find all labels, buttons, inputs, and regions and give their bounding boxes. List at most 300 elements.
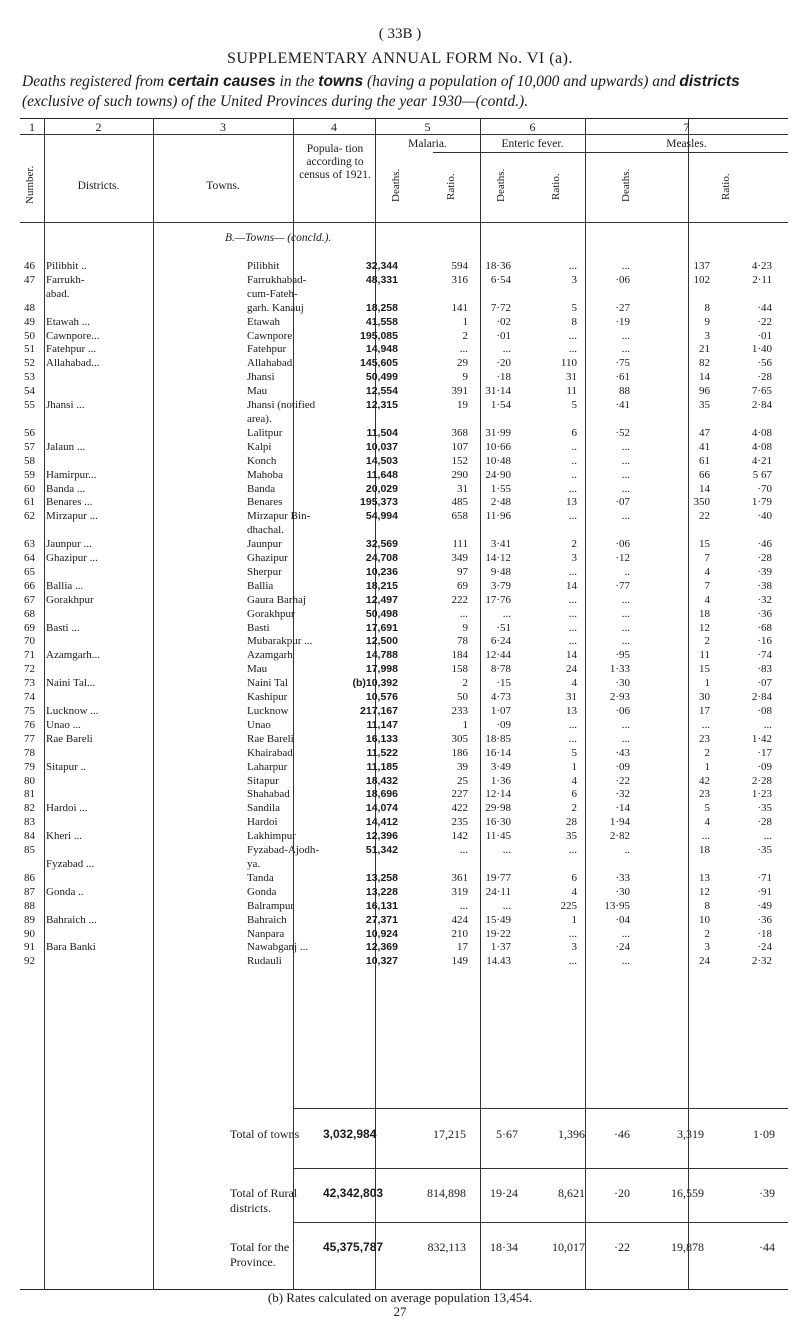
population: 10,236 [365,565,398,578]
measles-deaths: 10 [699,913,710,926]
measles-deaths: 41 [699,440,710,453]
enteric-ratio: ·06 [615,705,630,717]
enteric-ratio: ... [621,621,630,634]
measles-ratio: ·38 [757,579,772,592]
enteric-ratio: .. [624,844,630,857]
malaria-deaths: 158 [451,663,468,676]
table-row [20,608,788,622]
malaria-ratio: 3·49 [490,760,511,773]
malaria-ratio: ·20 [496,357,511,370]
row-number: 59 [24,468,35,481]
measles-deaths: 3 [704,329,710,342]
measles-ratio: 4·23 [751,260,772,272]
enteric-deaths: 4 [571,885,577,898]
measles-deaths: 11 [699,649,710,662]
population: 48,331 [365,273,398,286]
district-name: Kheri ... [46,830,83,843]
measles-ratio: ·22 [757,315,772,328]
malaria-ratio: 29·98 [485,802,511,815]
measles-ratio: ·44 [757,301,772,314]
malaria-deaths: 290 [451,468,468,481]
measles-deaths: 30 [699,691,710,704]
col-num: 5 [424,120,431,134]
malaria-deaths: 316 [451,273,468,286]
row-number: 80 [24,774,35,787]
measles-ratio: 1·23 [751,788,772,801]
row-number: 62 [24,510,35,523]
district-name: Pilibhit .. [46,260,87,272]
header-malaria: Malaria. [408,138,447,150]
malaria-deaths: 9 [462,621,468,634]
malaria-deaths: ... [459,607,468,620]
measles-ratio: 4·21 [751,454,772,467]
enteric-deaths: ... [568,482,577,495]
enteric-ratio: ·22 [615,774,630,787]
measles-ratio: ·39 [757,565,772,578]
table-row [20,719,788,733]
total-measles-ratio: ·44 [759,1240,775,1254]
town-name: Pilibhit [247,260,280,272]
population: 195,373 [360,496,398,509]
malaria-ratio: 8·78 [490,663,511,676]
measles-deaths: 15 [699,538,710,551]
measles-ratio: ·40 [757,510,772,523]
malaria-deaths: 233 [451,705,468,717]
row-number: 74 [24,691,35,704]
enteric-deaths: ... [568,718,577,731]
population: (b)10,392 [352,677,398,690]
measles-ratio: ·56 [757,357,772,370]
town-name: Mau [247,385,268,398]
population: 20,029 [365,482,398,495]
total-label: Total of towns [230,1127,300,1141]
town-name: Farrukhabad- [247,273,307,286]
population: 18,258 [365,301,398,314]
enteric-deaths: ... [568,732,577,745]
measles-deaths: 14 [699,482,710,495]
malaria-deaths: ... [459,899,468,912]
row-number: 72 [24,663,35,676]
table-row [20,371,788,385]
measles-deaths: 24 [699,955,710,968]
header-deaths: Deaths. [620,168,632,202]
row-number: 66 [24,579,35,592]
district-name: Gonda .. [46,885,84,898]
measles-deaths: 18 [699,607,710,620]
town-name: Fyzabad-Ajodh- [247,844,320,857]
malaria-ratio: 4·73 [490,691,511,704]
town-name: Balrampur [247,899,295,912]
row-number: 67 [24,593,35,606]
town-name: Naini Tal [247,677,288,690]
malaria-deaths: 222 [451,593,468,606]
measles-deaths: 15 [699,663,710,676]
malaria-ratio: 19·22 [485,927,511,940]
malaria-deaths: ... [459,343,468,356]
table-row [20,343,788,357]
population: 11,648 [366,468,398,481]
town-name: Khairabad [247,746,293,759]
col-num: 6 [529,120,536,134]
town-name: Gonda [247,885,277,898]
measles-deaths: 12 [699,621,710,634]
population: 24,708 [365,552,398,565]
total-enteric-ratio: ·22 [614,1240,630,1254]
enteric-deaths: 2 [571,802,577,815]
page-number: ( 33B ) [378,26,422,42]
malaria-deaths: 107 [451,440,468,453]
table-row [20,747,788,761]
row-number: 49 [24,315,35,328]
row-number: 52 [24,357,35,370]
enteric-ratio: ... [621,955,630,968]
malaria-ratio: 6·24 [490,635,511,648]
table-row [20,705,788,719]
population: 12,369 [365,941,398,954]
town-name: Basti [247,621,270,634]
measles-deaths: 35 [699,399,710,412]
table-row [20,691,788,705]
town-name: dhachal. [247,524,284,537]
footnote: (b) Rates calculated on average population 13,454. [267,1290,533,1305]
enteric-ratio: ... [621,607,630,620]
malaria-deaths: 9 [462,371,468,384]
enteric-deaths: 13 [566,705,577,717]
enteric-deaths: ... [568,607,577,620]
measles-ratio: ... [763,718,772,731]
table-body [20,260,788,969]
malaria-deaths: 319 [451,885,468,898]
row-number: 51 [24,343,35,356]
row-number: 65 [24,565,35,578]
district-name: Basti ... [46,621,80,634]
measles-deaths: 102 [693,273,710,286]
enteric-ratio: ·77 [615,579,630,592]
town-name: Rae Bareli [247,732,294,745]
measles-deaths: 82 [699,357,710,370]
form-title: SUPPLEMENTARY ANNUAL FORM No. VI (a). [227,50,573,67]
enteric-ratio: 1·33 [609,663,630,676]
malaria-ratio: 9·48 [490,565,511,578]
row-number: 64 [24,552,35,565]
row-number: 57 [24,440,35,453]
total-label: Total of Rural districts. [230,1186,298,1215]
table-row [20,580,788,594]
district-name: abad. [46,287,70,300]
malaria-ratio: ·09 [496,718,511,731]
measles-deaths: 13 [699,871,710,884]
enteric-ratio: ·30 [615,677,630,690]
measles-deaths: 2 [704,746,710,759]
malaria-ratio: ·01 [496,329,511,342]
total-measles-deaths: 16,559 [671,1186,704,1200]
header-measles: Measles. [666,138,707,150]
malaria-deaths: 39 [457,760,468,773]
malaria-ratio: 15·49 [485,913,511,926]
enteric-ratio: .. [624,565,630,578]
malaria-deaths: 368 [451,426,468,439]
measles-ratio: 2·84 [751,691,772,704]
enteric-ratio: ... [621,260,630,272]
measles-ratio: ·36 [757,607,772,620]
measles-ratio: ·35 [757,844,772,857]
table-row [20,316,788,330]
table-row [20,928,788,942]
town-name: Nawabganj ... [247,941,309,954]
population: 12,554 [365,385,398,398]
row-number: 88 [24,899,35,912]
table-row [20,886,788,900]
header-ratio: Ratio. [550,173,562,201]
population: 27,371 [365,913,398,926]
measles-ratio: ·28 [757,371,772,384]
population: 54,994 [365,510,398,523]
table-row [20,761,788,775]
total-measles-ratio: ·39 [759,1186,775,1200]
town-name: Unao [247,718,271,731]
table-row [20,830,788,844]
malaria-deaths: 235 [451,816,468,829]
malaria-deaths: 29 [457,357,468,370]
enteric-ratio: ·43 [615,746,630,759]
malaria-deaths: 658 [451,510,468,523]
district-name: Gorakhpur [46,593,94,606]
town-name: Jhansi (notified [247,399,316,412]
enteric-ratio: 1·94 [609,816,630,829]
malaria-ratio: 31·14 [485,385,511,398]
enteric-deaths: 4 [571,677,577,690]
header-towns: Towns. [206,180,240,192]
header-deaths: Deaths. [495,168,507,202]
town-name: Kalpi [247,440,272,453]
town-name: Lucknow [247,705,289,717]
table-row [20,427,788,441]
table-row [20,802,788,816]
measles-deaths: 1 [704,677,710,690]
town-name: Jaunpur [247,538,282,551]
measles-ratio: ·07 [757,677,772,690]
measles-deaths: 3 [704,941,710,954]
malaria-ratio: 24·11 [485,885,511,898]
enteric-ratio: ·75 [615,357,630,370]
total-label: Total for the Province. [230,1240,290,1269]
enteric-deaths: .. [571,440,577,453]
enteric-deaths: 35 [566,830,577,843]
district-name: Hamirpur... [46,468,97,481]
malaria-deaths: 78 [457,635,468,648]
town-name: Lalitpur [247,426,283,439]
district-name: Jalaun ... [46,440,86,453]
measles-deaths: 2 [704,927,710,940]
measles-ratio: ·28 [757,552,772,565]
table-row [20,622,788,636]
table-row [20,955,788,969]
town-name: Bahraich [247,913,287,926]
table-row [20,538,788,552]
measles-ratio: 4·08 [751,426,772,439]
malaria-ratio: 6·54 [490,273,511,286]
table-row [20,483,788,497]
col-num: 2 [95,120,102,134]
town-name: Ghazipur [247,552,288,565]
enteric-deaths: 3 [571,941,577,954]
population: 10,327 [365,955,398,968]
district-name: Ghazipur ... [46,552,98,565]
malaria-deaths: 186 [451,746,468,759]
enteric-ratio: ... [621,482,630,495]
district-name: Allahabad... [46,357,100,370]
measles-deaths: 8 [704,899,710,912]
table-row [20,941,788,955]
enteric-deaths: .. [571,454,577,467]
table-row [20,844,788,858]
row-number: 63 [24,538,35,551]
population: 10,576 [365,691,398,704]
measles-ratio: ·01 [757,329,772,342]
measles-ratio: ·16 [757,635,772,648]
measles-deaths: 137 [693,260,710,272]
enteric-ratio: ·09 [615,760,630,773]
table-row [20,649,788,663]
town-name: Nanpara [247,927,285,940]
measles-deaths: ... [701,830,710,843]
row-number: 71 [24,649,35,662]
malaria-ratio: 16·30 [485,816,511,829]
table-row [20,441,788,455]
total-population: 42,342,803 [323,1186,384,1200]
measles-deaths: 96 [699,385,710,398]
malaria-ratio: 31·99 [485,426,511,439]
enteric-deaths: 11 [566,385,577,398]
enteric-deaths: 8 [571,315,577,328]
population: 14,412 [365,816,398,829]
enteric-deaths: ... [568,510,577,523]
population: 12,500 [365,635,398,648]
population: 18,215 [365,579,398,592]
district-name: Bara Banki [46,941,96,954]
table-row [20,566,788,580]
malaria-deaths: 391 [451,385,468,398]
town-name: Rudauli [247,955,282,968]
malaria-ratio: 1·55 [490,482,511,495]
total-malaria-ratio: 19·24 [490,1186,518,1200]
town-name: area). [247,412,272,425]
measles-deaths: 14 [699,371,710,384]
malaria-deaths: 2 [462,677,468,690]
malaria-deaths: 1 [462,315,468,328]
measles-deaths: 42 [699,774,710,787]
total-measles-deaths: 3,319 [677,1127,704,1141]
enteric-ratio: ... [621,343,630,356]
enteric-ratio: ·61 [615,371,630,384]
town-name: Mirzapur Bin- [247,510,311,523]
town-name: Ballia [247,579,274,592]
enteric-ratio: ·41 [615,399,630,412]
malaria-ratio: 18·85 [485,732,511,745]
malaria-deaths: 305 [451,732,468,745]
population: 16,131 [365,899,398,912]
total-malaria-deaths: 814,898 [427,1186,466,1200]
enteric-ratio: ... [621,329,630,342]
measles-ratio: 7·65 [751,385,772,398]
population: 32,569 [365,538,398,551]
enteric-deaths: ... [568,565,577,578]
measles-ratio: ·71 [757,871,772,884]
enteric-deaths: 5 [571,399,577,412]
table-row [20,914,788,928]
enteric-deaths: 14 [566,579,577,592]
malaria-deaths: 210 [451,927,468,940]
population: 10,037 [365,440,398,453]
measles-deaths: 21 [699,343,710,356]
header-rule [433,152,788,153]
enteric-deaths: 24 [566,663,577,676]
table-row [20,260,788,274]
measles-deaths: 350 [693,496,710,509]
population: 18,432 [365,774,398,787]
measles-ratio: ·17 [757,746,772,759]
enteric-deaths: ... [568,329,577,342]
town-name: Banda [247,482,276,495]
malaria-ratio: ·51 [496,621,511,634]
malaria-deaths: 485 [451,496,468,509]
table-row [20,455,788,469]
district-name: Azamgarh... [46,649,101,662]
enteric-deaths: 2 [571,538,577,551]
enteric-deaths: 110 [560,357,577,370]
town-name: Sitapur [247,774,279,787]
enteric-ratio: ... [621,635,630,648]
town-name: Tanda [247,871,274,884]
row-number: 75 [24,705,35,717]
col-num: 1 [29,120,35,134]
malaria-ratio: 7·72 [490,301,511,314]
table-row [20,775,788,789]
population: 17,998 [365,663,398,676]
table-row [20,302,788,316]
population: 14,503 [365,454,398,467]
population: 18,696 [365,788,398,801]
total-enteric-deaths: 10,017 [552,1240,585,1254]
row-number: 53 [24,371,35,384]
row-number: 78 [24,746,35,759]
town-name: Gorakhpur [247,607,295,620]
measles-deaths: 5 [704,802,710,815]
malaria-ratio: 11·96 [485,510,511,523]
row-number: 86 [24,871,35,884]
header-districts: Districts. [77,180,120,192]
measles-deaths: 7 [704,579,710,592]
enteric-ratio: 2·93 [609,691,630,704]
malaria-ratio: ... [502,343,511,356]
malaria-ratio: ·02 [496,315,511,328]
row-number: 58 [24,454,35,467]
enteric-ratio: ·30 [615,885,630,898]
district-name: Etawah ... [46,315,90,328]
malaria-deaths: 50 [457,691,468,704]
table-row [20,413,788,427]
enteric-deaths: .. [571,468,577,481]
malaria-deaths: 31 [457,482,468,495]
measles-ratio: ·91 [757,885,772,898]
measles-deaths: 47 [699,426,710,439]
row-number: 85 [24,844,35,857]
row-number: 82 [24,802,35,815]
col-num: 3 [220,120,226,134]
district-name: Fatehpur ... [46,343,97,356]
total-measles-deaths: 19,878 [671,1240,704,1254]
district-name: Benares ... [46,496,93,509]
